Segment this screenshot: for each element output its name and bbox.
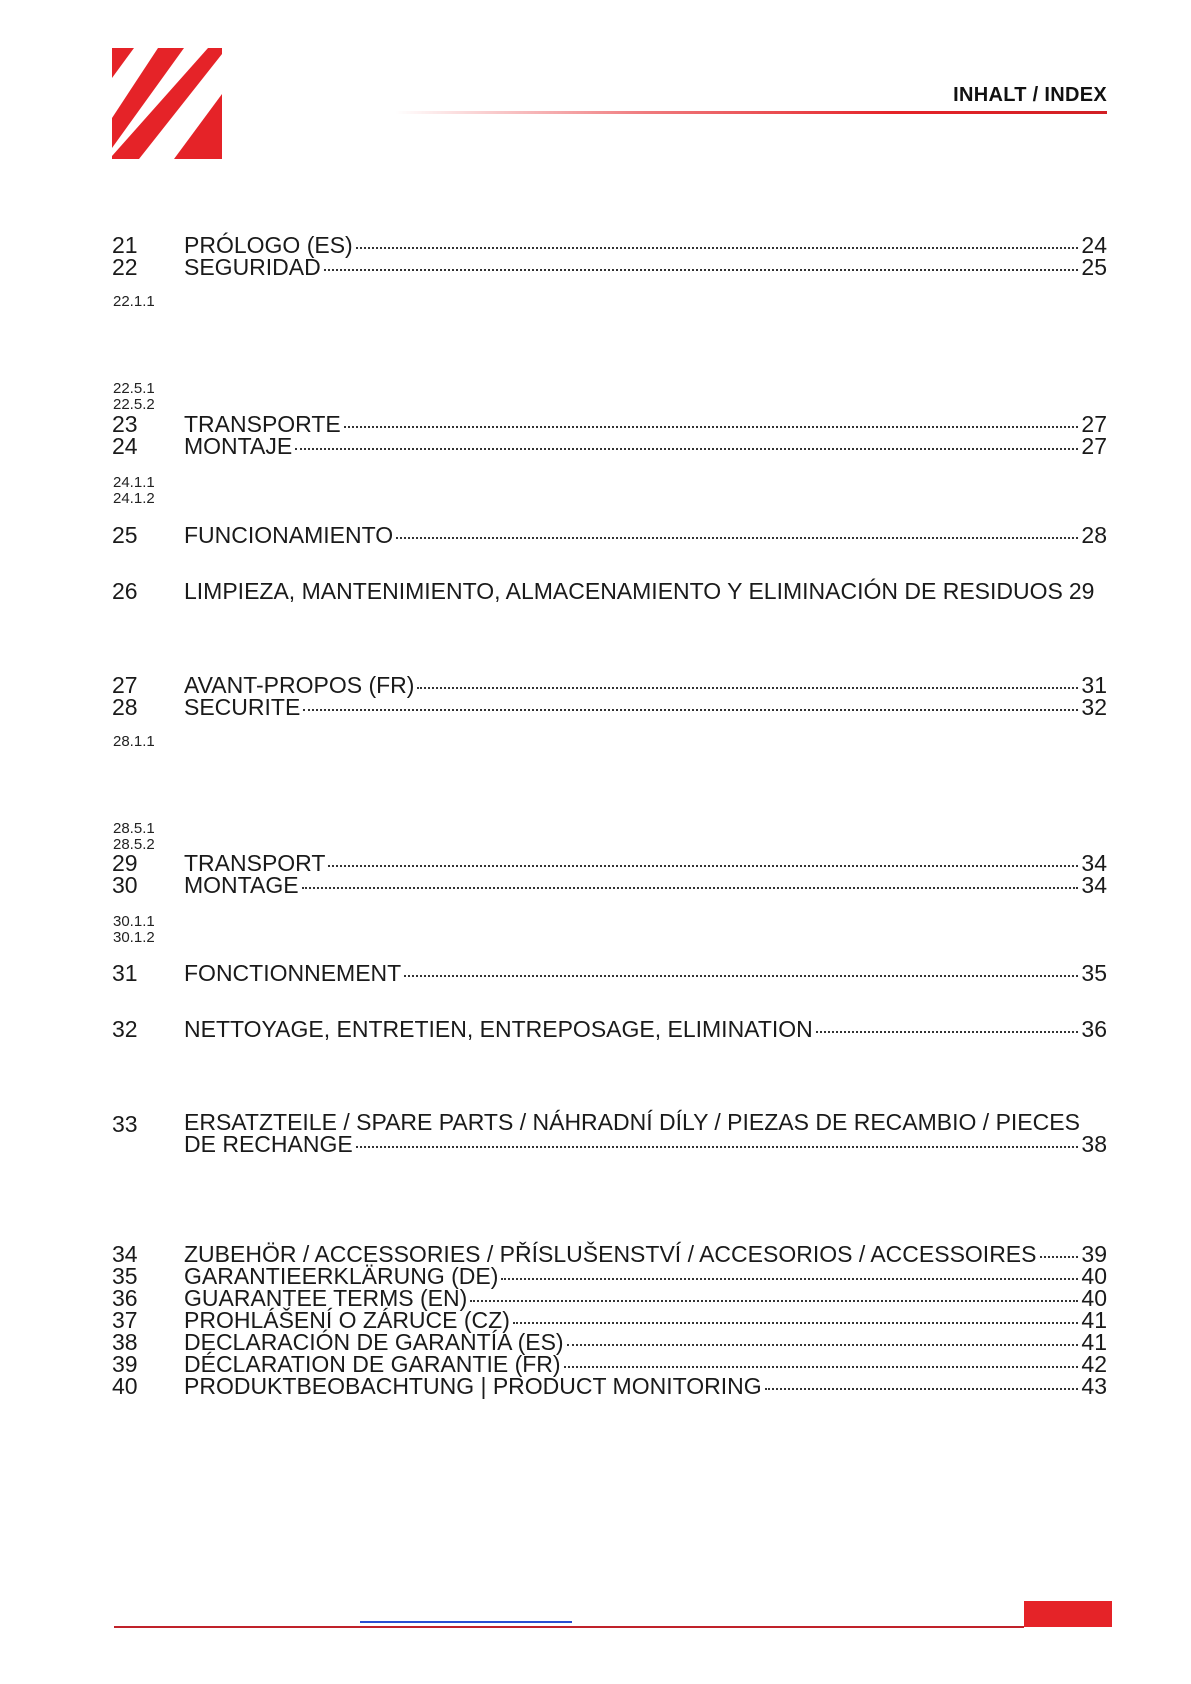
toc-page: 40 <box>1081 1285 1107 1311</box>
footer-divider <box>114 1626 1024 1628</box>
toc-title: MONTAGE <box>184 872 299 898</box>
toc-number: 24 <box>112 433 138 459</box>
toc-number: 31 <box>112 960 138 986</box>
toc-title: PROHLÁŠENÍ O ZÁRUCE (CZ) <box>184 1307 510 1333</box>
dot-leader <box>567 1344 1079 1346</box>
toc-number: 40 <box>112 1373 138 1399</box>
toc-title: DECLARACIÓN DE GARANTÍA (ES) <box>184 1329 564 1355</box>
toc-entry[interactable] <box>112 433 1107 459</box>
toc-number: 36 <box>112 1285 138 1311</box>
toc-page: 24 <box>1081 232 1107 258</box>
toc-title-block <box>184 1111 1107 1155</box>
toc-title: FUNCIONAMIENTO <box>184 522 394 548</box>
toc-page: 41 <box>1081 1329 1107 1355</box>
dot-leader <box>344 426 1079 428</box>
dot-leader <box>404 975 1078 977</box>
toc-number: 39 <box>112 1351 138 1377</box>
toc-title: SECURITE <box>184 694 301 720</box>
toc-entry[interactable] <box>112 872 1107 898</box>
toc-title: ERSATZTEILE / SPARE PARTS / NÁHRADNÍ DÍLY / PIEZAS DE RECAMBIO / PIECES <box>184 1109 1080 1135</box>
toc-page: 27 <box>1081 433 1107 459</box>
toc-entry[interactable] <box>112 1373 1107 1399</box>
toc-number: 32 <box>112 1016 138 1042</box>
subsection-number: 28.1.1 <box>113 733 155 750</box>
dot-leader <box>328 865 1078 867</box>
toc-title-continuation <box>184 1133 1107 1155</box>
toc-page: 32 <box>1081 694 1107 720</box>
subsection-number: 30.1.2 <box>113 929 155 946</box>
toc-number: 23 <box>112 411 138 437</box>
toc-number: 34 <box>112 1241 138 1267</box>
subsection-number: 22.5.1 <box>113 380 155 397</box>
footer-accent-line <box>360 1621 572 1623</box>
toc-page: 28 <box>1081 522 1107 548</box>
toc-number: 29 <box>112 850 138 876</box>
toc-title: GUARANTEE TERMS (EN) <box>184 1285 468 1311</box>
subsection-number: 22.1.1 <box>113 293 155 310</box>
toc-number: 25 <box>112 522 138 548</box>
dot-leader <box>396 537 1078 539</box>
toc-entry[interactable] <box>112 254 1107 280</box>
toc-number: 28 <box>112 694 138 720</box>
dot-leader <box>765 1388 1079 1390</box>
toc-number: 35 <box>112 1263 138 1289</box>
subsection-number: 30.1.1 <box>113 913 155 930</box>
toc-title: TRANSPORT <box>184 850 326 876</box>
dot-leader <box>302 887 1079 889</box>
toc-page: 27 <box>1081 411 1107 437</box>
toc-entry[interactable] <box>112 960 1107 986</box>
subsection-number: 24.1.2 <box>113 490 155 507</box>
toc-page: 31 <box>1081 672 1107 698</box>
toc-number: 21 <box>112 232 138 258</box>
subsection-number: 24.1.1 <box>113 474 155 491</box>
toc-title: PRODUKTBEOBACHTUNG | PRODUCT MONITORING <box>184 1373 762 1399</box>
toc-page: 34 <box>1081 872 1107 898</box>
toc-page: 41 <box>1081 1307 1107 1333</box>
toc-title: MONTAJE <box>184 433 293 459</box>
toc-page: 42 <box>1081 1351 1107 1377</box>
toc-title: PRÓLOGO (ES) <box>184 232 353 258</box>
toc-page: 38 <box>1081 1131 1107 1157</box>
toc-page: 43 <box>1081 1373 1107 1399</box>
toc-entry[interactable] <box>112 694 1107 720</box>
dot-leader <box>564 1366 1079 1368</box>
dot-leader <box>816 1031 1079 1033</box>
toc-number: 30 <box>112 872 138 898</box>
toc-number: 33 <box>112 1111 138 1137</box>
dot-leader <box>501 1278 1078 1280</box>
dot-leader <box>324 269 1079 271</box>
toc-entry[interactable] <box>112 578 1107 604</box>
toc-page: 35 <box>1081 960 1107 986</box>
dot-leader <box>356 247 1079 249</box>
toc-entry[interactable] <box>112 522 1107 548</box>
toc-title: GARANTIEERKLÄRUNG (DE) <box>184 1263 499 1289</box>
dot-leader <box>1040 1256 1079 1258</box>
subsection-number: 22.5.2 <box>113 396 155 413</box>
toc-entry[interactable] <box>112 1111 1107 1163</box>
toc-title: LIMPIEZA, MANTENIMIENTO, ALMACENAMIENTO Y ELIMINACIÓN DE RESIDUOS <box>184 578 1063 604</box>
toc-page: 40 <box>1081 1263 1107 1289</box>
toc-title: DE RECHANGE <box>184 1131 353 1157</box>
toc-page: 25 <box>1081 254 1107 280</box>
toc-title: FONCTIONNEMENT <box>184 960 402 986</box>
toc-title: NETTOYAGE, ENTRETIEN, ENTREPOSAGE, ELIMINATION <box>184 1016 813 1042</box>
dot-leader <box>295 448 1078 450</box>
toc-number: 38 <box>112 1329 138 1355</box>
dot-leader <box>470 1300 1078 1302</box>
toc-page: 34 <box>1081 850 1107 876</box>
toc-title: DÉCLARATION DE GARANTIE (FR) <box>184 1351 561 1377</box>
toc-number: 26 <box>112 578 138 604</box>
toc-number: 37 <box>112 1307 138 1333</box>
dot-leader <box>417 687 1078 689</box>
toc-title: ZUBEHÖR / ACCESSORIES / PŘÍSLUŠENSTVÍ / ACCESORIOS / ACCESSOIRES <box>184 1241 1037 1267</box>
dot-leader <box>303 709 1078 711</box>
page-title: INHALT / INDEX <box>953 84 1107 106</box>
toc-page: 39 <box>1081 1241 1107 1267</box>
toc-entry[interactable] <box>112 1016 1107 1042</box>
dot-leader <box>513 1322 1079 1324</box>
toc-number: 22 <box>112 254 138 280</box>
subsection-number: 28.5.2 <box>113 836 155 853</box>
toc-number: 27 <box>112 672 138 698</box>
toc-page: 29 <box>1068 578 1095 604</box>
dot-leader <box>356 1146 1079 1148</box>
page-number-box <box>1024 1601 1112 1627</box>
toc-title: SEGURIDAD <box>184 254 321 280</box>
toc-page: 36 <box>1081 1016 1107 1042</box>
toc-title: AVANT-PROPOS (FR) <box>184 672 415 698</box>
toc-title: TRANSPORTE <box>184 411 341 437</box>
subsection-number: 28.5.1 <box>113 820 155 837</box>
